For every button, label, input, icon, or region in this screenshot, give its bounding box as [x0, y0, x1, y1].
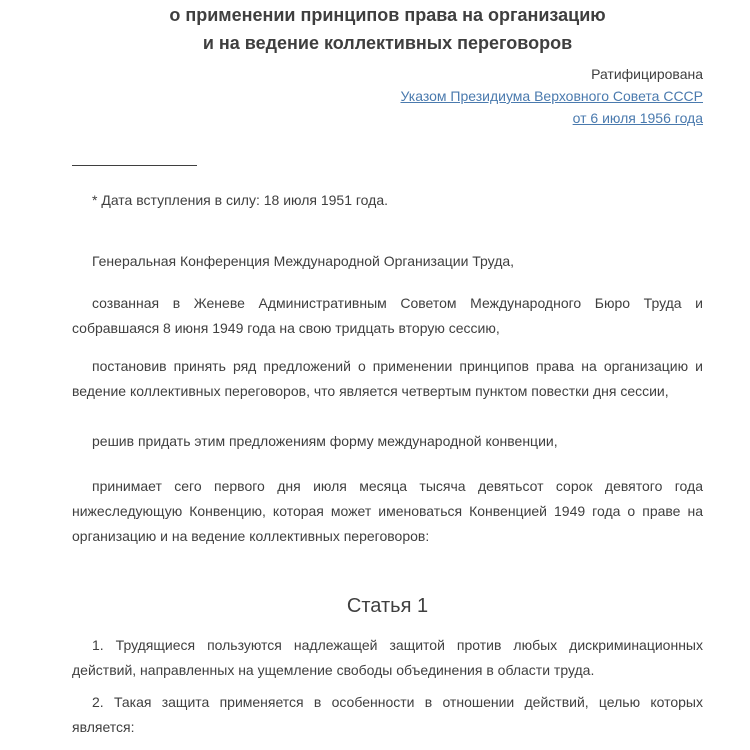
page-title-line-1: о применении принципов права на организацию [169, 5, 606, 25]
ratification-status: Ратифицирована [591, 66, 703, 82]
article-1-heading: Статья 1 [346, 595, 429, 617]
article-1-clause: 1. Трудящиеся пользуются надлежащей защитой против любых дискриминационных действий, направленных на ущемление свободы объединения в области труда. [72, 637, 703, 678]
ratification-decree-line [72, 85, 703, 107]
preamble-paragraph: созванная в Женеве Административным Советом Международного Бюро Труда и собравшаяся 8 июня 1949 года на свою тридцать вторую сессию, [72, 295, 703, 336]
preamble-paragraph: решив придать этим предложениям форму международной конвенции, [92, 433, 558, 449]
ratification-block [72, 63, 703, 129]
footnote-separator [72, 165, 197, 166]
ratification-date-line [72, 107, 703, 129]
ratification-decree-link[interactable]: Указом Президиума Верховного Совета СССР [400, 88, 703, 104]
preamble-paragraph: принимает сего первого дня июля месяца тысяча девятьсот сорок девятого года нижеследующую Конвенцию, которая может именоваться Конвенцией 1949 года о праве на организацию и на ведение коллективных переговоров: [72, 478, 703, 544]
footnote-text: * Дата вступления в силу: 18 июля 1951 года. [92, 192, 389, 208]
preamble-paragraph: Генеральная Конференция Международной Организации Труда, [92, 253, 515, 269]
page-title [72, 1, 703, 57]
preamble-paragraph: постановив принять ряд предложений о применении принципов права на организацию и ведение коллективных переговоров, что является четвертым пунктом повестки дня сессии, [72, 358, 703, 399]
article-1-clause: 2. Такая защита применяется в особенности в отношении действий, целью которых является: [72, 694, 703, 735]
page-title-line-2: и на ведение коллективных переговоров [202, 33, 573, 53]
ratification-date-link[interactable]: от 6 июля 1956 года [572, 110, 703, 126]
